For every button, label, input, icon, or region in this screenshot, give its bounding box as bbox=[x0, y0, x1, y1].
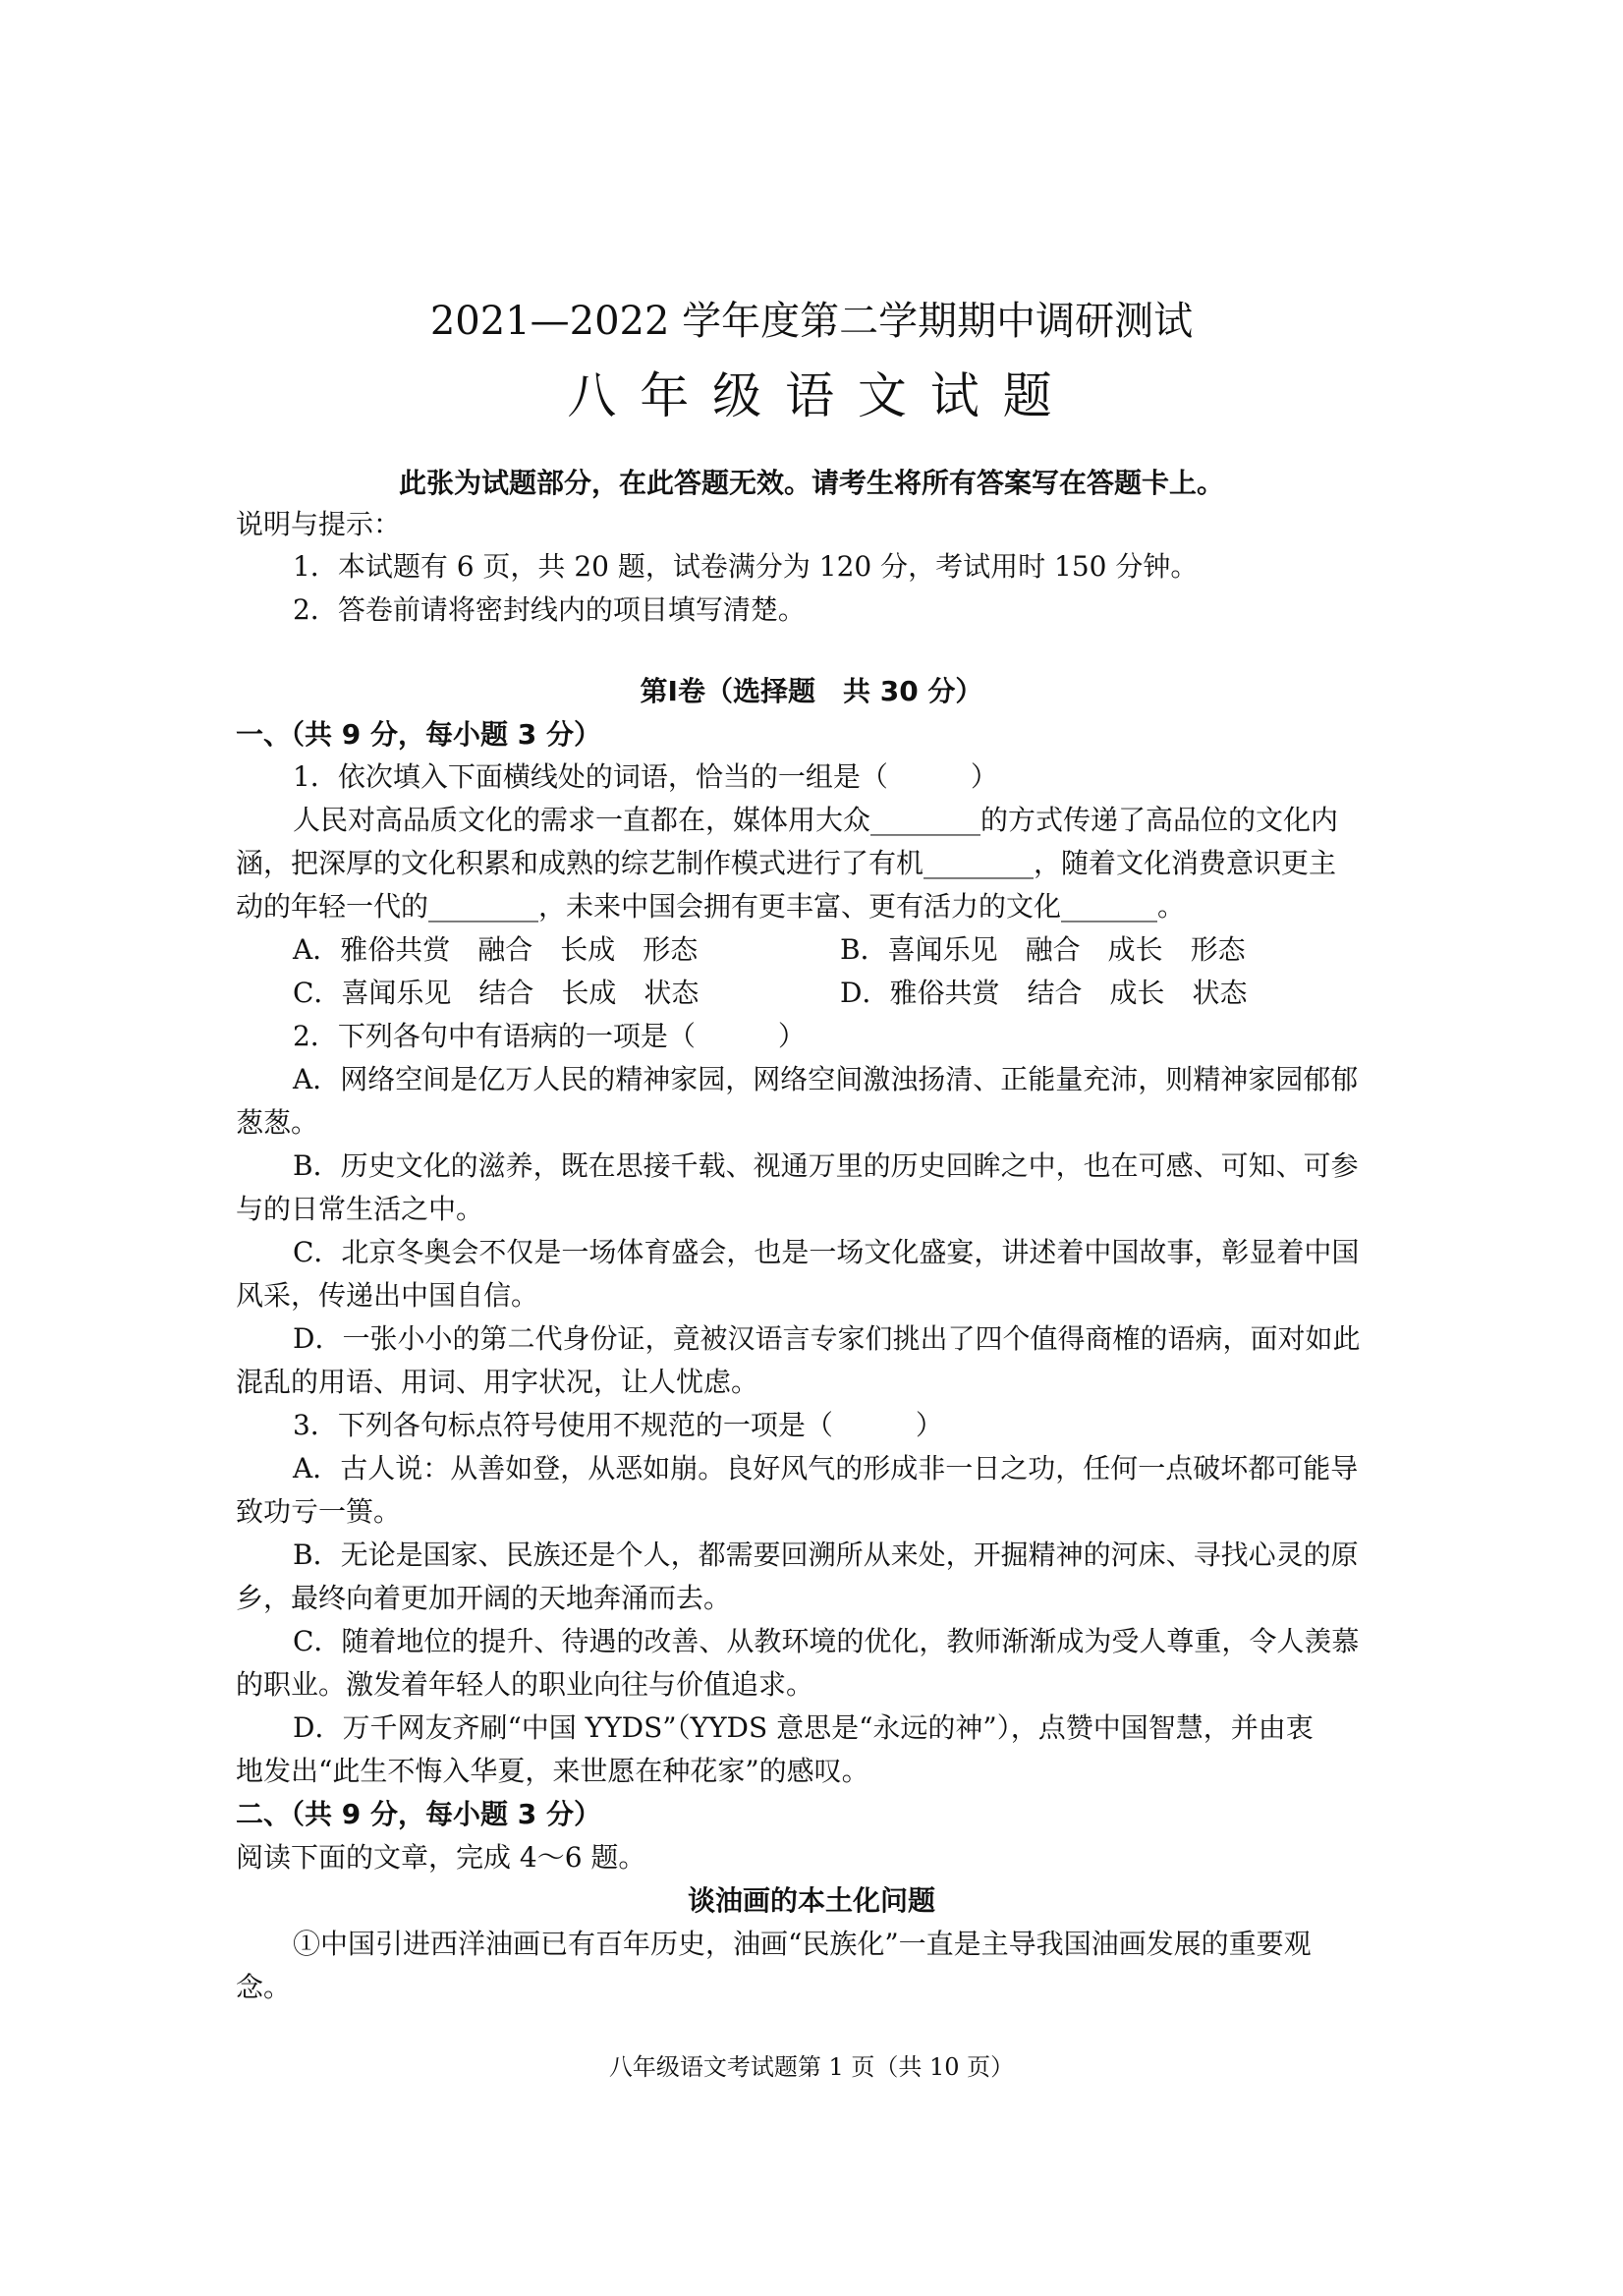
section2-heading: 二、（共 9 分，每小题 3 分） bbox=[236, 1798, 601, 1830]
q2-line: B．历史文化的滋养，既在思接千载、视通万里的历史回眸之中，也在可感、可知、可参 bbox=[293, 1149, 1359, 1182]
q2-line: 与的日常生活之中。 bbox=[236, 1193, 484, 1225]
q3-line: B．无论是国家、民族还是个人，都需要回溯所从来处，开掘精神的河床、寻找心灵的原 bbox=[293, 1539, 1359, 1571]
q1-option-c: C．喜闻乐见 结合 长成 状态 bbox=[293, 977, 700, 1009]
q3-line: D．万千网友齐刷“中国 YYDS”（YYDS 意思是“永远的神”），点赞中国智慧，并由衷 bbox=[293, 1711, 1314, 1744]
q1-option-b: B．喜闻乐见 融合 成长 形态 bbox=[840, 933, 1246, 966]
q1-option-a: A．雅俗共赏 融合 长成 形态 bbox=[293, 933, 699, 966]
q2-stem: 2．下列各句中有语病的一项是（ ） bbox=[293, 1020, 806, 1052]
q1-passage-line: 动的年轻一代的________，未来中国会拥有更丰富、更有活力的文化_______。 bbox=[236, 890, 1186, 923]
q2-line: 混乱的用语、用词、用字状况，让人忧虑。 bbox=[236, 1366, 759, 1398]
q3-line: 乡，最终向着更加开阔的天地奔涌而去。 bbox=[236, 1582, 732, 1614]
instructions-heading: 说明与提示： bbox=[236, 508, 402, 540]
q2-line: C．北京冬奥会不仅是一场体育盛会，也是一场文化盛宴，讲述着中国故事，彰显着中国 bbox=[293, 1236, 1360, 1268]
q3-line: 地发出“此生不悔入华夏，来世愿在种花家”的感叹。 bbox=[236, 1755, 869, 1787]
q1-option-d: D．雅俗共赏 结合 成长 状态 bbox=[840, 977, 1248, 1009]
q3-line: C．随着地位的提升、待遇的改善、从教环境的优化，教师渐渐成为受人尊重，令人羡慕 bbox=[293, 1625, 1360, 1657]
section1-heading: 一、（共 9 分，每小题 3 分） bbox=[236, 718, 601, 751]
volume-title: 第Ⅰ卷（选择题 共 30 分） bbox=[640, 675, 983, 707]
page-footer: 八年级语文考试题第 1 页（共 10 页） bbox=[608, 2053, 1015, 2081]
q3-line: 致功亏一篑。 bbox=[236, 1495, 402, 1528]
q2-line: A．网络空间是亿万人民的精神家园，网络空间激浊扬清、正能量充沛，则精神家园郁郁 bbox=[293, 1063, 1359, 1095]
q1-stem: 1．依次填入下面横线处的词语，恰当的一组是（ ） bbox=[293, 760, 998, 793]
exam-subtitle: 八 年 级 语 文 试 题 bbox=[567, 367, 1056, 424]
instruction-item: 2．答卷前请将密封线内的项目填写清楚。 bbox=[293, 593, 806, 626]
notice: 此张为试题部分，在此答题无效。请考生将所有答案写在答题卡上。 bbox=[398, 467, 1224, 499]
article-title: 谈油画的本土化问题 bbox=[687, 1884, 935, 1917]
q1-passage-line: 涵，把深厚的文化积累和成熟的综艺制作模式进行了有机________，随着文化消费意识更主 bbox=[236, 847, 1337, 879]
q2-line: 葱葱。 bbox=[236, 1106, 319, 1139]
q1-passage-line: 人民对高品质文化的需求一直都在，媒体用大众________的方式传递了高品位的文化内 bbox=[293, 804, 1339, 836]
article-line: ①中国引进西洋油画已有百年历史，油画“民族化”一直是主导我国油画发展的重要观 bbox=[293, 1928, 1312, 1960]
q3-stem: 3．下列各句标点符号使用不规范的一项是（ ） bbox=[293, 1409, 943, 1441]
q2-line: D．一张小小的第二代身份证，竟被汉语言专家们挑出了四个值得商榷的语病，面对如此 bbox=[293, 1322, 1361, 1355]
q3-line: 的职业。激发着年轻人的职业向往与价值追求。 bbox=[236, 1668, 814, 1701]
section2-intro: 阅读下面的文章，完成 4～6 题。 bbox=[236, 1841, 646, 1874]
q2-line: 风采，传递出中国自信。 bbox=[236, 1279, 539, 1312]
article-line: 念。 bbox=[236, 1971, 292, 2003]
exam-title: 2021—2022 学年度第二学期期中调研测试 bbox=[429, 299, 1194, 344]
instruction-item: 1．本试题有 6 页，共 20 题，试卷满分为 120 分，考试用时 150 分钟。 bbox=[293, 550, 1199, 583]
q3-line: A．古人说：从善如登，从恶如崩。良好风气的形成非一日之功，任何一点破坏都可能导 bbox=[293, 1452, 1359, 1484]
